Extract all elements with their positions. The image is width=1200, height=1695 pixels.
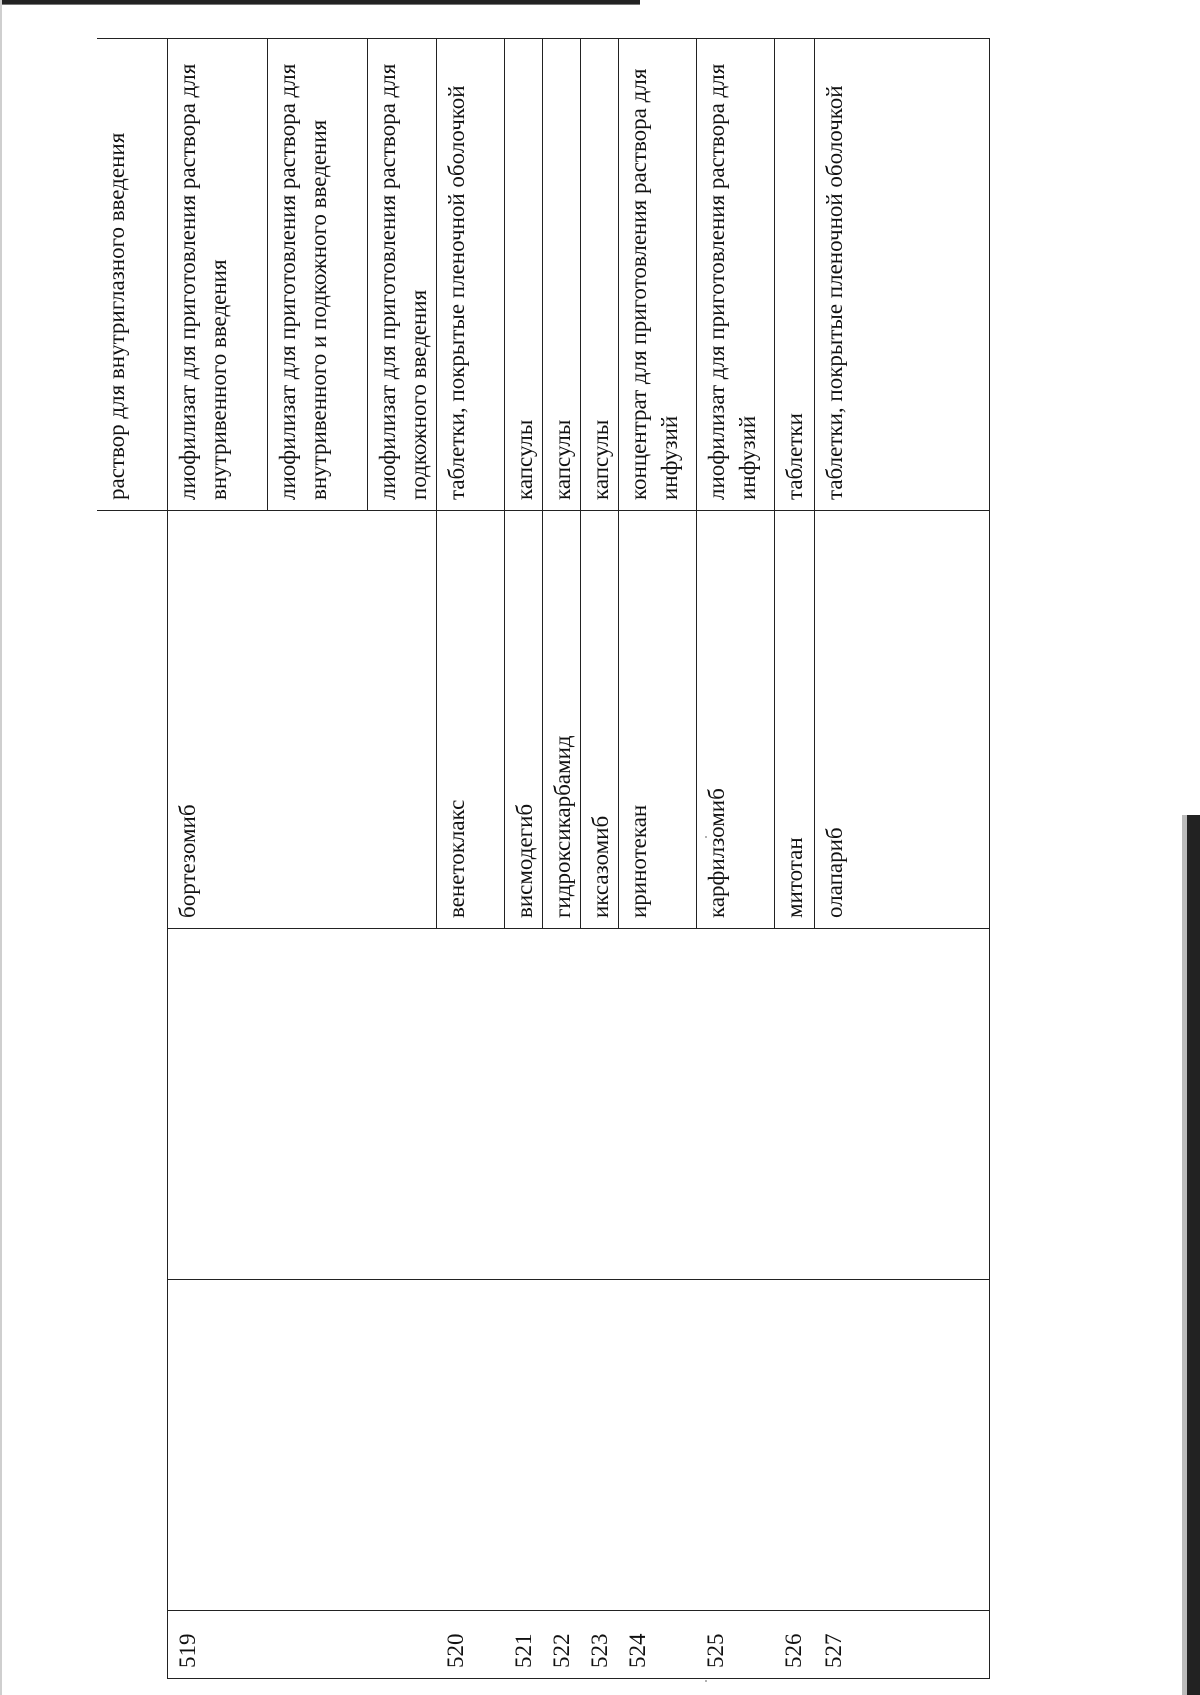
dosage-form: таблетки, покрытые пленочной оболочкой [814, 39, 990, 511]
group-cell [774, 929, 814, 1280]
table-row [97, 39, 167, 1679]
table-row [814, 39, 990, 1679]
scan-edge-right [1187, 815, 1200, 1695]
row-number: 520 [436, 1611, 504, 1679]
row-number: 525 [696, 1611, 774, 1679]
scan-edge-top-thin [0, 4, 640, 5]
row-number [97, 1611, 167, 1679]
table-row [167, 39, 267, 1679]
table-row [542, 39, 580, 1679]
code-cell [696, 1280, 774, 1611]
code-cell [542, 1280, 580, 1611]
dosage-form: капсулы [542, 39, 580, 511]
group-cell [504, 929, 542, 1280]
code-cell [774, 1280, 814, 1611]
row-number: 519 [167, 1611, 436, 1679]
table-row [774, 39, 814, 1679]
dosage-form: лиофилизат для приготовления раствора для внутривенного введения [167, 39, 267, 511]
table-row [580, 39, 618, 1679]
code-cell [436, 1280, 504, 1611]
dosage-form: раствор для внутриглазного введения [97, 39, 167, 511]
drug-name: бортезомиб [167, 511, 436, 929]
rotated-page [97, 38, 990, 1679]
drug-name: гидроксикарбамид [542, 511, 580, 929]
drug-name: олапариб [814, 511, 990, 929]
drug-name: висмодегиб [504, 511, 542, 929]
dosage-form: лиофилизат для приготовления раствора для внутривенного и подкожного введения [267, 39, 367, 511]
scan-edge-left [0, 0, 2, 1695]
scan-speck [705, 1680, 707, 1682]
drug-name [97, 511, 167, 929]
drug-name: иксазомиб [580, 511, 618, 929]
row-number: 526 [774, 1611, 814, 1679]
code-cell [618, 1280, 696, 1611]
group-cell [436, 929, 504, 1280]
drug-name: митотан [774, 511, 814, 929]
row-number: 523 [580, 1611, 618, 1679]
group-cell [167, 929, 436, 1280]
group-cell [814, 929, 990, 1280]
table-row [504, 39, 542, 1679]
row-number: 521 [504, 1611, 542, 1679]
row-number: 522 [542, 1611, 580, 1679]
row-number: 524 [618, 1611, 696, 1679]
drug-table [97, 38, 990, 1679]
code-cell [814, 1280, 990, 1611]
dosage-form: лиофилизат для приготовления раствора для подкожного введения [367, 39, 436, 511]
code-cell [97, 1280, 167, 1611]
drug-name: карфилзомиб [696, 511, 774, 929]
group-cell [618, 929, 696, 1280]
dosage-form: капсулы [580, 39, 618, 511]
table-row [436, 39, 504, 1679]
dosage-form: таблетки [774, 39, 814, 511]
dosage-form: концентрат для приготовления раствора для инфузий [618, 39, 696, 511]
drug-name: венетоклакс [436, 511, 504, 929]
dosage-form: таблетки, покрытые пленочной оболочкой [436, 39, 504, 511]
code-cell [167, 1280, 436, 1611]
group-cell [696, 929, 774, 1280]
dosage-form: капсулы [504, 39, 542, 511]
group-cell [542, 929, 580, 1280]
table-row [696, 39, 774, 1679]
code-cell [580, 1280, 618, 1611]
group-cell [97, 929, 167, 1280]
drug-name: иринотекан [618, 511, 696, 929]
table-row [618, 39, 696, 1679]
group-cell [580, 929, 618, 1280]
row-number: 527 [814, 1611, 990, 1679]
dosage-form: лиофилизат для приготовления раствора для инфузий [696, 39, 774, 511]
code-cell [504, 1280, 542, 1611]
